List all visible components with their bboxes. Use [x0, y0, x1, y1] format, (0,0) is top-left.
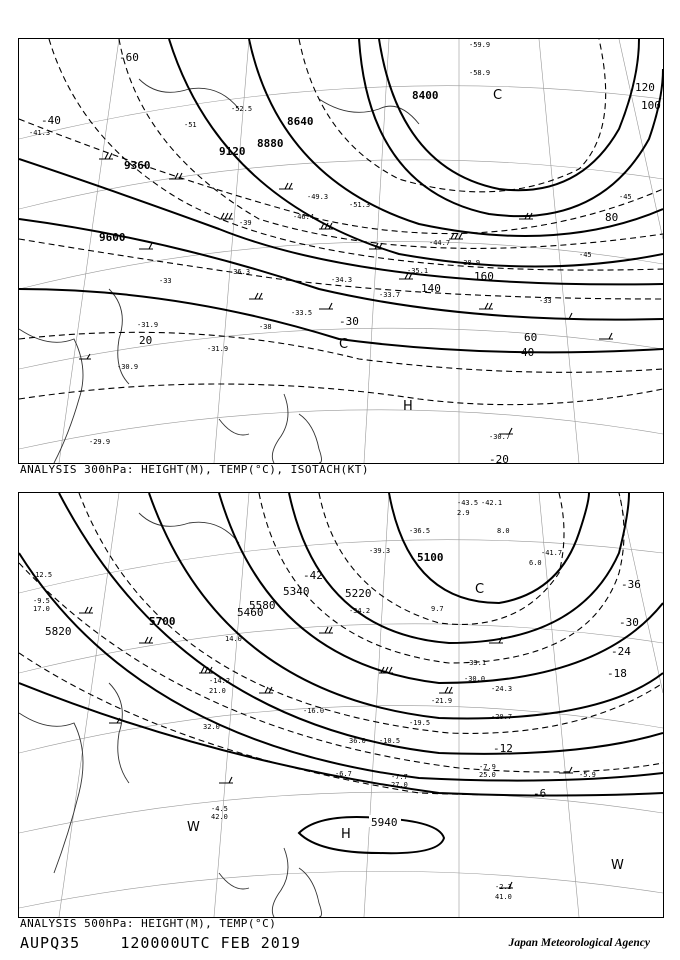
- station-temp: -10.5: [379, 737, 401, 745]
- station-temp: -52.5: [231, 105, 253, 113]
- map-300hpa: [19, 39, 663, 463]
- isotherm-labels-300: [41, 51, 515, 463]
- station-temp: -58.9: [469, 69, 491, 77]
- chart-500hpa: [18, 492, 664, 918]
- station-temp: -44.7: [429, 239, 451, 247]
- station-temp: -39.3: [369, 547, 391, 555]
- graticule-300: [19, 39, 663, 463]
- height-label: 8400: [412, 89, 439, 102]
- station-dewpoint: 41.0: [495, 893, 512, 901]
- station-temp: -33.7: [379, 291, 401, 299]
- height-label: 5580: [249, 599, 276, 612]
- bulletin-time: 120000UTC FEB 2019: [120, 934, 301, 952]
- cold-center-marker: C: [339, 337, 349, 352]
- station-dewpoint: -45: [579, 251, 592, 259]
- station-temp: -19.5: [409, 719, 431, 727]
- station-temp: -20.7: [491, 713, 513, 721]
- graticule-500: [19, 493, 663, 917]
- height-label: 5220: [345, 587, 372, 600]
- isotherm-labels-500: [303, 569, 641, 800]
- station-dewpoint: 9.7: [431, 605, 444, 613]
- station-temp: -30.7: [489, 433, 511, 441]
- station-temp: -30.0: [464, 675, 486, 683]
- station-temp: -51.3: [349, 201, 371, 209]
- bulletin-code: AUPQ35: [20, 934, 81, 952]
- height-label: 9120: [219, 145, 246, 158]
- station-dewpoint: 6.0: [529, 559, 542, 567]
- height-label: 8640: [287, 115, 314, 128]
- height-label: 8880: [257, 137, 284, 150]
- isotach-label: 160: [474, 270, 494, 283]
- station-temp: -38.9: [459, 259, 481, 267]
- warm-center-marker: W: [611, 858, 624, 873]
- isotach-label: 40: [521, 346, 535, 359]
- bulletin-header: [20, 934, 301, 952]
- station-dewpoint: -38: [259, 323, 272, 331]
- height-label: 5340: [283, 585, 310, 598]
- height-label: 5940: [371, 816, 398, 829]
- station-temp: -49.3: [307, 193, 329, 201]
- station-temp: -59.9: [469, 41, 491, 49]
- map-500hpa: [19, 493, 663, 917]
- station-temp: -41.3: [29, 129, 51, 137]
- station-dewpoint: 42.0: [211, 813, 228, 821]
- station-temp: -33.5: [291, 309, 313, 317]
- isotherm-label: -24: [611, 645, 631, 658]
- station-temp: -9.5: [33, 597, 50, 605]
- station-dewpoint: -33: [159, 277, 172, 285]
- station-temp: -36.5: [409, 527, 431, 535]
- station-dewpoint: 14.0: [225, 635, 242, 643]
- station-temp: -2.3: [495, 883, 512, 891]
- agency-name: Japan Meteorological Agency: [508, 937, 650, 949]
- station-temp: -24.3: [491, 685, 513, 693]
- cold-center-marker: C: [493, 88, 503, 103]
- isotach-label: 20: [139, 334, 153, 347]
- height-contours-500: [19, 493, 663, 853]
- station-dewpoint: 36.0: [349, 737, 366, 745]
- station-dewpoint: -51: [184, 121, 197, 129]
- station-dewpoint: 32.0: [203, 723, 220, 731]
- isotherm-label: -20: [489, 453, 509, 463]
- station-temp: -4.5: [211, 805, 228, 813]
- station-temp: -34.3: [331, 276, 353, 284]
- isotach-label: 140: [421, 282, 441, 295]
- isotherm-label: -42: [303, 569, 323, 582]
- station-temp: -16.0: [303, 707, 325, 715]
- station-dewpoint: -33: [539, 297, 552, 305]
- station-temp: -42.1: [481, 499, 503, 507]
- station-temp: -41.7: [541, 549, 563, 557]
- isotach-labels-300: [139, 81, 661, 359]
- station-temp: -6.7: [335, 770, 352, 778]
- isotherm-label: -30: [339, 315, 359, 328]
- station-dewpoint: -45: [619, 193, 632, 201]
- station-temp: -21.9: [431, 697, 453, 705]
- caption-300hpa: ANALYSIS 300hPa: HEIGHT(M), TEMP(°C), ISOTACH(KT): [20, 463, 370, 476]
- isotherm-label: -6: [533, 787, 547, 800]
- coastline-500: [19, 513, 325, 917]
- station-dewpoint: 21.0: [209, 687, 226, 695]
- station-temp: -30.9: [117, 363, 139, 371]
- height-label: 9360: [124, 159, 151, 172]
- height-contours-300: [19, 39, 663, 352]
- isotach-label: 80: [605, 211, 619, 224]
- station-temp: -12.5: [31, 571, 53, 579]
- isotherm-label: -60: [119, 51, 139, 64]
- station-temp: -31.9: [137, 321, 159, 329]
- station-temp: -43.5: [457, 499, 479, 507]
- station-temp: -14.2: [209, 677, 231, 685]
- station-temp: -7.9: [479, 763, 496, 771]
- isotherm-label: -40: [41, 114, 61, 127]
- station-temp: -29.9: [89, 438, 111, 446]
- wind-barbs-300: [79, 153, 613, 434]
- isotach-label: 60: [524, 331, 538, 344]
- station-dewpoint: 2.9: [457, 509, 470, 517]
- isotherm-label: -18: [607, 667, 627, 680]
- isotherm-label: -30: [619, 616, 639, 629]
- station-dewpoints-500: [33, 509, 542, 901]
- station-temp: -34.2: [349, 607, 371, 615]
- height-label: 9600: [99, 231, 126, 244]
- station-dewpoint: -39: [239, 219, 252, 227]
- station-dewpoint: 17.0: [33, 605, 50, 613]
- isotach-label: 120: [635, 81, 655, 94]
- station-temp: -5.9: [579, 771, 596, 779]
- caption-500hpa: ANALYSIS 500hPa: HEIGHT(M), TEMP(°C): [20, 917, 277, 930]
- station-temps-500: [31, 499, 596, 891]
- station-temp: -31.9: [207, 345, 229, 353]
- station-temp: -35.1: [407, 267, 429, 275]
- station-dewpoint: 8.0: [497, 527, 510, 535]
- height-label: 5700: [149, 615, 176, 628]
- station-dewpoint: 27.0: [391, 781, 408, 789]
- high-center-marker: H: [403, 399, 413, 414]
- high-center-marker: H: [341, 827, 351, 842]
- cold-center-marker: C: [475, 582, 485, 597]
- station-dewpoint: 25.0: [479, 771, 496, 779]
- station-temp: -33.1: [465, 659, 487, 667]
- station-temp: -46.4: [293, 213, 315, 221]
- warm-center-marker: W: [187, 820, 200, 835]
- chart-300hpa: [18, 38, 664, 464]
- station-temp: -7.7: [391, 773, 408, 781]
- isotherm-label: -12: [493, 742, 513, 755]
- height-label: 5460: [237, 606, 264, 619]
- height-label: 5100: [417, 551, 444, 564]
- isotherm-label: -36: [621, 578, 641, 591]
- height-label: 5820: [45, 625, 72, 638]
- station-temp: -36.3: [229, 268, 251, 276]
- isotach-label: 100: [641, 99, 661, 112]
